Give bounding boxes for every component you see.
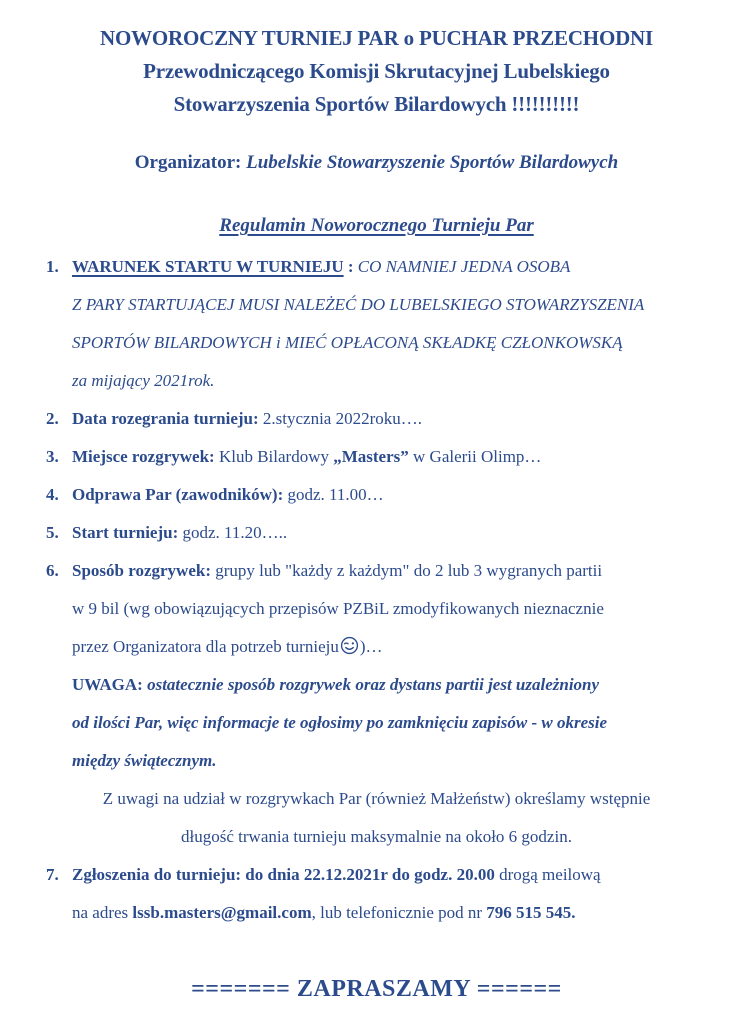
note-text: od ilości Par, więc informacje te ogłosimy po zamknięciu zapisów - w okresie	[72, 713, 608, 732]
wink-emoticon-icon	[340, 636, 359, 655]
rule-1-separator: :	[343, 257, 358, 276]
footer-banner: ======= ZAPRASZAMY ======	[191, 976, 562, 1002]
rule-6-number: 6.	[46, 561, 59, 580]
document-title	[0, 22, 753, 121]
rule-6-label: Sposób rozgrywek:	[72, 561, 211, 580]
remark-line-2	[0, 818, 753, 856]
rule-7-text: drogą meilową	[494, 865, 601, 884]
rule-2-label: Data rozegrania turnieju:	[72, 409, 259, 428]
rule-1-line-2	[0, 286, 753, 324]
rule-3-label: Miejsce rozgrywek:	[72, 447, 215, 466]
organizer-label: Organizator:	[134, 152, 247, 173]
rule-6-text: w 9 bil (wg obowiązujących przepisów PZBiL zmodyfikowanych nieznacznie	[72, 599, 604, 618]
title-line-1: NOWOROCZNY TURNIEJ PAR o PUCHAR PRZECHODNI	[100, 26, 653, 50]
rules-list	[0, 248, 753, 932]
email-address: lssb.masters@gmail.com	[132, 903, 312, 922]
rule-3-club-name: „Masters”	[333, 447, 409, 466]
rule-2-value: 2.stycznia 2022roku….	[258, 409, 423, 428]
rule-7-deadline: Zgłoszenia do turnieju: do dnia 22.12.2021r do godz. 20.00	[72, 865, 495, 884]
note-text: ostatecznie sposób rozgrywek oraz dystans partii jest uzależniony	[142, 675, 600, 694]
rule-2-number: 2.	[46, 409, 59, 428]
regulations-heading	[0, 213, 753, 238]
regulations-heading-text: Regulamin Noworocznego Turnieju Par	[219, 215, 534, 236]
rule-1-text: Z PARY STARTUJĄCEJ MUSI NALEŻEĆ DO LUBELSKIEGO STOWARZYSZENIA	[72, 295, 645, 314]
rule-6-line-1	[0, 552, 753, 590]
rule-5-number: 5.	[46, 523, 59, 542]
rule-3-number: 3.	[46, 447, 59, 466]
note-label: UWAGA:	[72, 675, 143, 694]
rule-3	[0, 438, 753, 476]
note-line-3	[0, 742, 753, 780]
rule-4-label: Odprawa Par (zawodników):	[72, 485, 284, 504]
rule-6-text: przez Organizatora dla potrzeb turnieju	[72, 637, 339, 656]
note-line-1	[0, 666, 753, 704]
rule-1-number: 1.	[46, 257, 59, 276]
rule-7-text: , lub telefonicznie pod nr	[311, 903, 487, 922]
rule-1-line-3	[0, 324, 753, 362]
remark-line-1	[0, 780, 753, 818]
rule-5	[0, 514, 753, 552]
rule-5-label: Start turnieju:	[72, 523, 179, 542]
rule-3-value-pre: Klub Bilardowy	[214, 447, 334, 466]
rule-1-line-4	[0, 362, 753, 400]
rule-1-text: za mijający 2021rok.	[72, 371, 215, 390]
rule-4	[0, 476, 753, 514]
remark-text: Z uwagi na udział w rozgrywkach Par (również Małżeństw) określamy wstępnie	[102, 789, 651, 808]
rule-6-text-start: grupy lub "każdy z każdym" do 2 lub 3 wygranych partii	[211, 561, 603, 580]
rule-6-line-2	[0, 590, 753, 628]
rule-5-value: godz. 11.20…..	[178, 523, 288, 542]
note-text: między świątecznym.	[72, 751, 217, 770]
title-line-2: Przewodniczącego Komisji Skrutacyjnej Lubelskiego	[143, 59, 610, 83]
rule-3-value-post: w Galerii Olimp…	[408, 447, 542, 466]
rule-7-text: na adres	[72, 903, 133, 922]
rule-7-line-2	[0, 894, 753, 932]
rule-4-value: godz. 11.00…	[283, 485, 384, 504]
rule-4-number: 4.	[46, 485, 59, 504]
rule-1-text: SPORTÓW BILARDOWYCH i MIEĆ OPŁACONĄ SKŁADKĘ CZŁONKOWSKĄ	[72, 333, 623, 352]
rule-1-text-start: CO NAMNIEJ JEDNA OSOBA	[357, 257, 571, 276]
rule-6-line-3	[0, 628, 753, 666]
rule-1-heading: WARUNEK STARTU W TURNIEJU	[72, 257, 344, 276]
organizer-name: Lubelskie Stowarzyszenie Sportów Bilardowych	[246, 152, 619, 173]
rule-6-text-end: )…	[359, 637, 383, 656]
title-line-3: Stowarzyszenia Sportów Bilardowych !!!!!!!!!!	[173, 92, 580, 116]
phone-number: 796 515 545.	[486, 903, 576, 922]
rule-2	[0, 400, 753, 438]
organizer-line	[0, 151, 753, 175]
remark-text: długość trwania turnieju maksymalnie na około 6 godzin.	[181, 827, 572, 846]
rule-1-line-1	[0, 248, 753, 286]
note-line-2	[0, 704, 753, 742]
rule-7-line-1	[0, 856, 753, 894]
rule-7-number: 7.	[46, 865, 59, 884]
